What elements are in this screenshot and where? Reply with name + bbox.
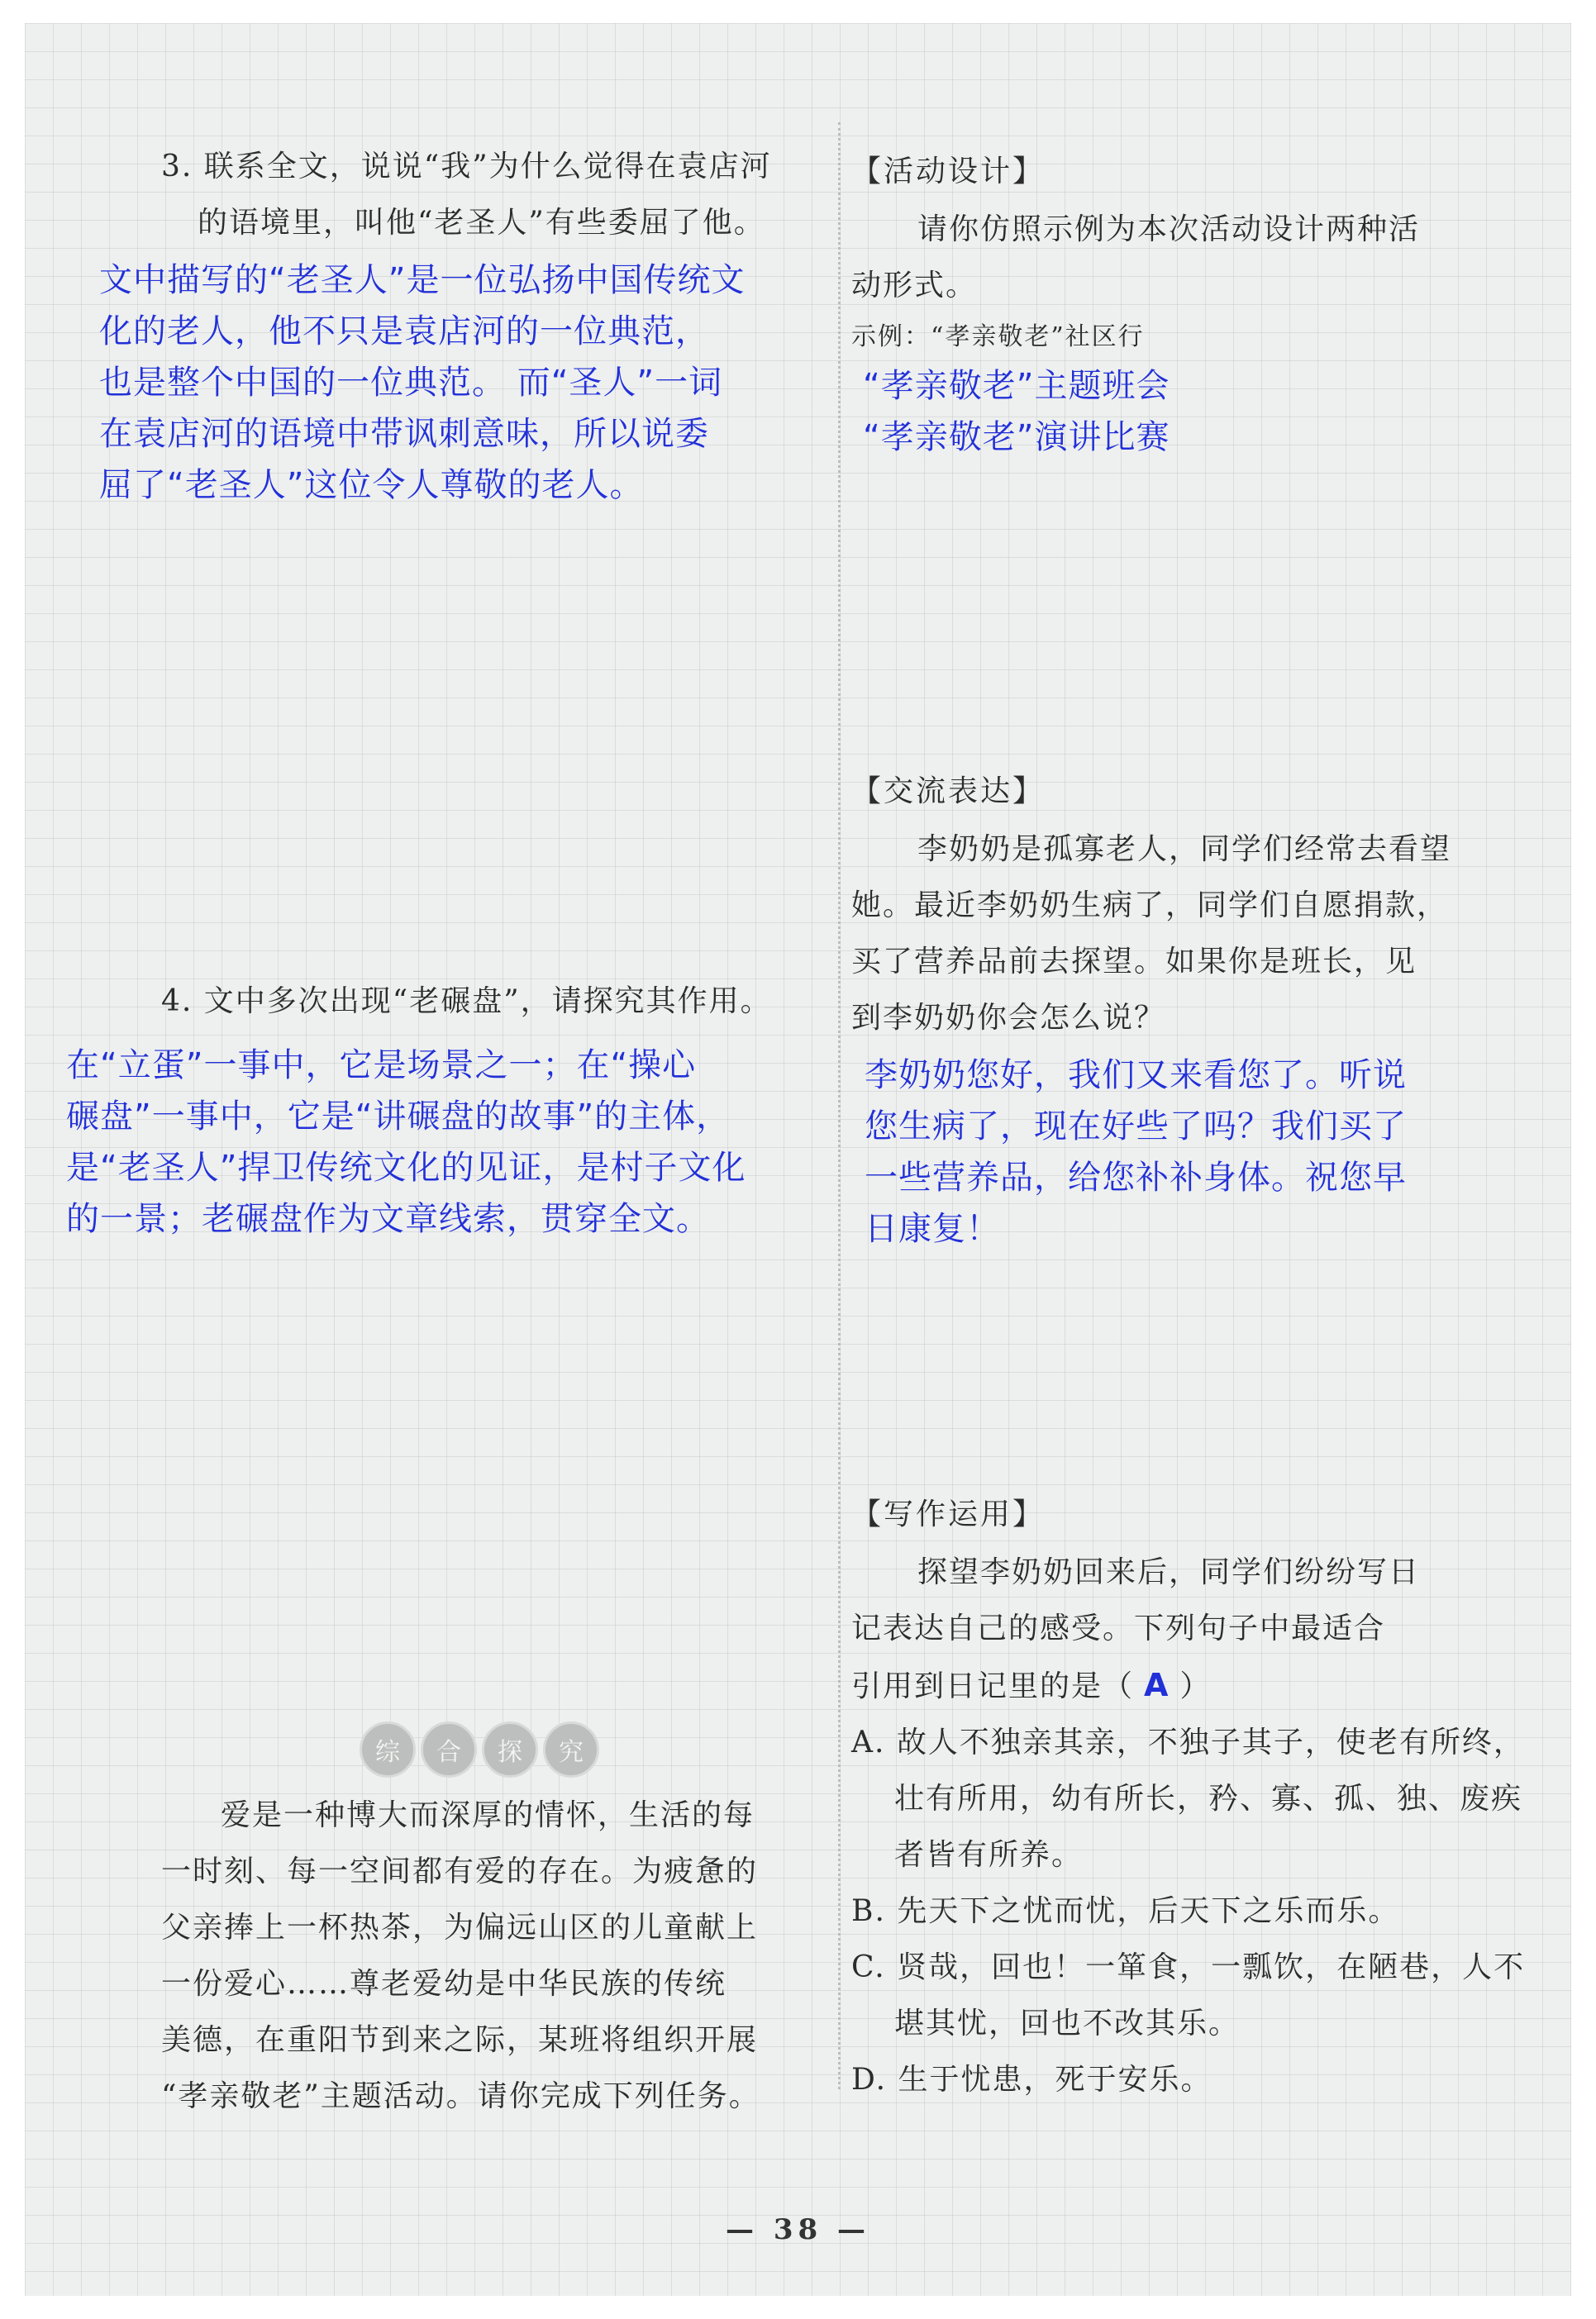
intro-line: 爱是一种博大而深厚的情怀，生活的每 — [221, 1798, 755, 1832]
answer-line: 屈了“老圣人”这位令人尊敬的老人。 — [99, 466, 644, 504]
exchange-answer-line: 李奶奶您好，我们又来看您了。听说 — [865, 1056, 1407, 1094]
writing-prompt-text: 引用到日记里的是（ — [851, 1669, 1135, 1703]
question-3-line1: 3. 联系全文，说说“我”为什么觉得在袁店河 — [161, 150, 772, 183]
writing-prompt-close: ） — [1179, 1669, 1212, 1703]
activity-answer: “孝亲敬老”主题班会 — [863, 367, 1170, 405]
intro-line: 一份爱心……尊老爱幼是中华民族的传统 — [161, 1967, 727, 2001]
activity-prompt-line: 请你仿照示例为本次活动设计两种活 — [917, 212, 1421, 246]
exchange-answer-line: 您生病了，现在好些了吗？我们买了 — [865, 1107, 1407, 1145]
banner-char: 究 — [543, 1721, 599, 1778]
intro-line: “孝亲敬老”主题活动。请你完成下列任务。 — [161, 2079, 760, 2113]
activity-answer: “孝亲敬老”演讲比赛 — [863, 418, 1170, 456]
answer-line: 化的老人，他不只是袁店河的一位典范， — [99, 312, 709, 350]
answer-line: 的一景；老碾盘作为文章线索，贯穿全文。 — [66, 1200, 710, 1238]
exchange-prompt-line: 到李奶奶你会怎么说？ — [851, 1001, 1166, 1035]
exchange-heading: 【交流表达】 — [851, 774, 1046, 808]
exchange-expression — [851, 767, 1546, 1255]
writing-prompt-last — [851, 1657, 1546, 1715]
answer-line: 是“老圣人”捍卫传统文化的见证，是村子文化 — [66, 1149, 746, 1187]
question-3-answer — [99, 255, 827, 511]
banner-char: 探 — [482, 1721, 538, 1778]
column-divider — [838, 122, 841, 2089]
writing-application — [851, 1490, 1546, 2108]
activity-example: 示例：“孝亲敬老”社区行 — [851, 322, 1145, 351]
option-a: A. 故人不独亲其亲，不独子其子，使老有所终，壮有所用，幼有所长，矜、寡、孤、独、废疾者皆有所养。 — [851, 1726, 1525, 1872]
section-banner — [360, 1721, 599, 1778]
intro-line: 父亲捧上一杯热茶，为偏远山区的儿童献上 — [161, 1911, 759, 1945]
answer-line: 也是整个中国的一位典范。 而“圣人”一词 — [99, 364, 723, 402]
writing-heading: 【写作运用】 — [851, 1498, 1046, 1531]
question-3-line2: 的语境里，叫他“老圣人”有些委屈了他。 — [198, 206, 765, 240]
option-c: C. 贤哉，回也！一箪食，一瓢饮，在陋巷，人不堪其忧，回也不改其乐。 — [851, 1950, 1526, 2040]
option-d: D. 生于忧患，死于安乐。 — [851, 2063, 1212, 2097]
writing-prompt-line: 探望李奶奶回来后，同学们纷纷写日 — [917, 1555, 1421, 1589]
exchange-prompt-line: 李奶奶是孤寡老人，同学们经常去看望 — [917, 832, 1452, 866]
question-3 — [161, 139, 822, 251]
question-4-answer — [66, 1040, 831, 1245]
banner-char: 合 — [421, 1721, 477, 1778]
banner-char: 综 — [360, 1721, 416, 1778]
question-4-line1: 4. 文中多次出现“老碾盘”，请探究其作用。 — [161, 984, 772, 1018]
exchange-prompt-line: 她。最近李奶奶生病了，同学们自愿捐款， — [851, 888, 1449, 922]
worksheet-page — [25, 23, 1571, 2296]
activity-prompt-line: 动形式。 — [851, 269, 978, 302]
answer-line: 在“立蛋”一事中，它是场景之一；在“操心 — [66, 1046, 697, 1084]
answer-line: 文中描写的“老圣人”是一位弘扬中国传统文 — [99, 261, 746, 299]
option-b: B. 先天下之忧而忧，后天下之乐而乐。 — [851, 1894, 1400, 1928]
exchange-answer-line: 一些营养品，给您补补身体。祝您早 — [865, 1159, 1407, 1197]
choice-answer: A — [1144, 1667, 1170, 1703]
exchange-prompt-line: 买了营养品前去探望。如果你是班长，见 — [851, 945, 1417, 979]
writing-prompt-line: 记表达自己的感受。下列句子中最适合 — [851, 1612, 1386, 1645]
section-intro — [161, 1788, 822, 2125]
answer-line: 在袁店河的语境中带讽刺意味，所以说委 — [99, 415, 709, 453]
exchange-answer-line: 日康复！ — [865, 1210, 1000, 1248]
answer-line: 碾盘”一事中，它是“讲碾盘的故事”的主体， — [66, 1098, 731, 1136]
page-number: — 38 — — [726, 2213, 870, 2246]
activity-design — [851, 147, 1546, 463]
activity-heading: 【活动设计】 — [851, 155, 1046, 188]
question-4 — [161, 974, 822, 1030]
intro-line: 一时刻、每一空间都有爱的存在。为疲惫的 — [161, 1855, 759, 1888]
intro-line: 美德，在重阳节到来之际，某班将组织开展 — [161, 2023, 759, 2057]
